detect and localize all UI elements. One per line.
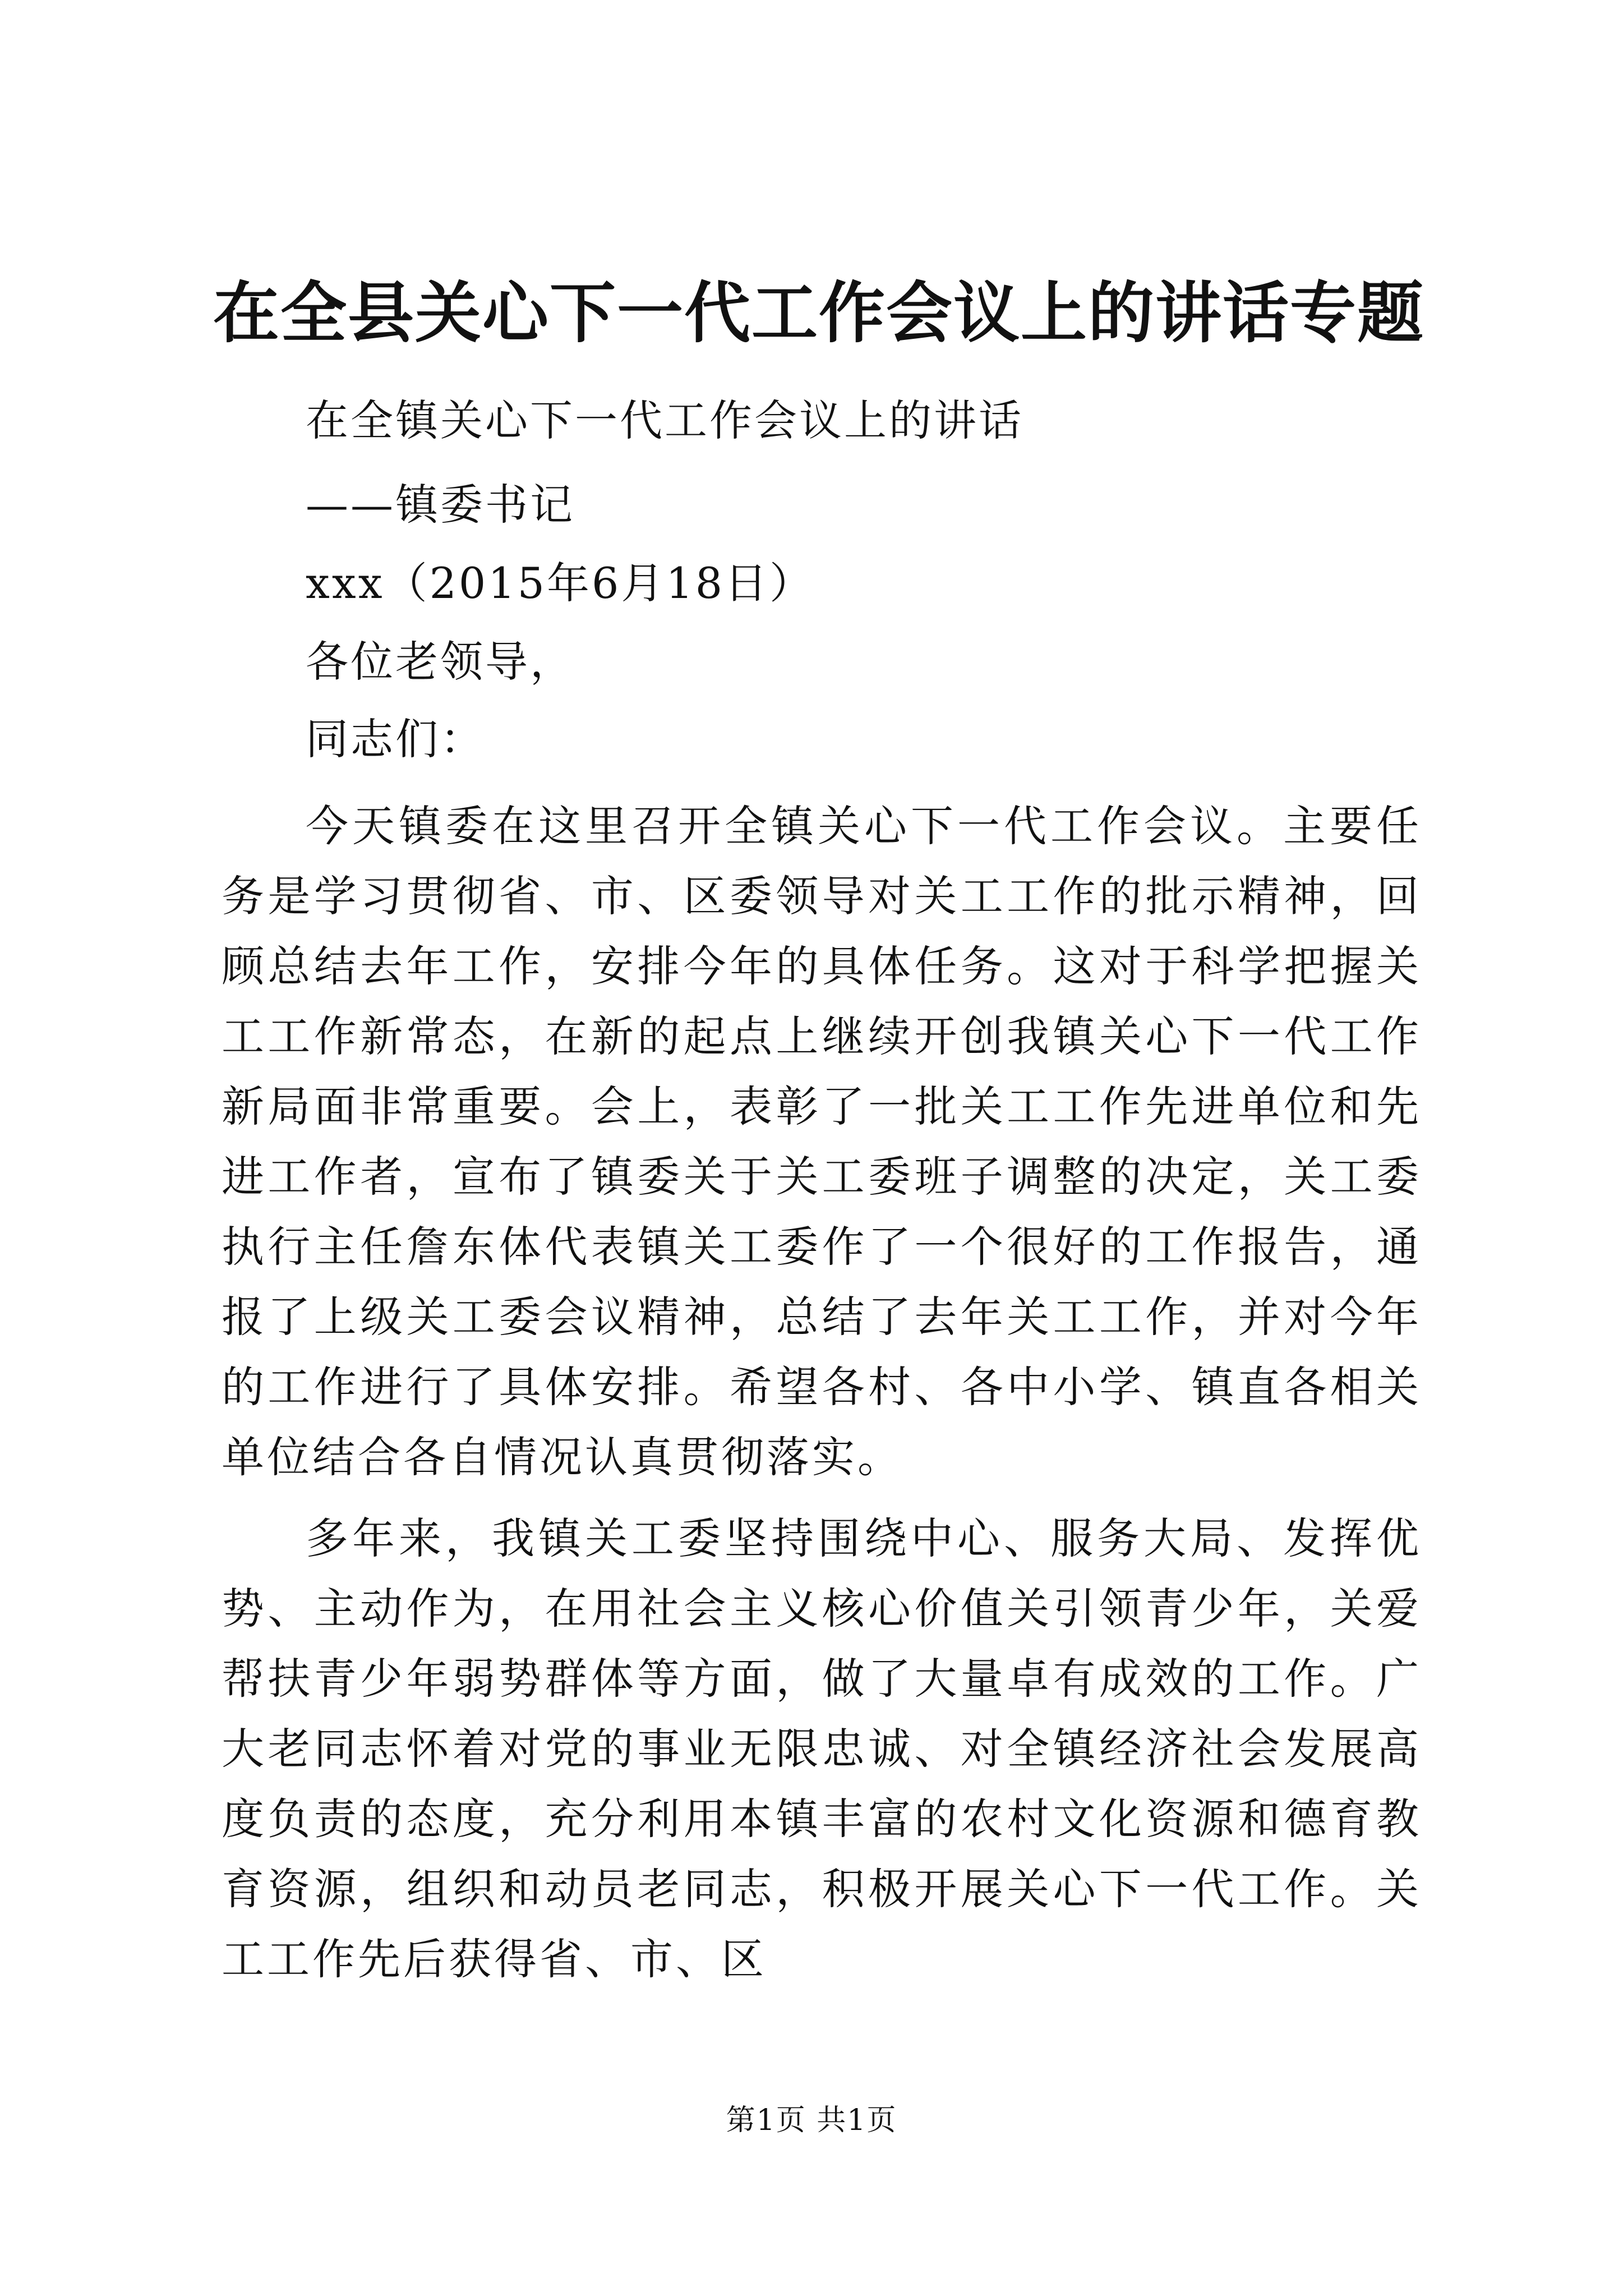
paragraph-2: 多年来，我镇关工委坚持围绕中心、服务大局、发挥优势、主动作为，在用社会主义核心价值关引领青少年，关爱帮扶青少年弱势群体等方面，做了大量卓有成效的工作。广大老同志怀着对党的事业无限忠诚、对全镇经济社会发展高度负责的态度，充分利用本镇丰富的农村文化资源和德育教育资源，组织和动员老同志，积极开展关心下一代工作。关工工作先后获得省、市、区 (222, 1513, 1422, 1984)
date-line: xxx（2015年6月18日） (306, 558, 815, 608)
salutation-leaders: 各位老领导， (306, 637, 575, 687)
paragraph-1: 今天镇委在这里召开全镇关心下一代工作会议。主要任务是学习贯彻省、市、区委领导对关工工作的批示精神，回顾总结去年工作，安排今年的具体任务。这对于科学把握关工工作新常态，在新的起点上继续开创我镇关心下一代工作新局面非常重要。会上，表彰了一批关工工作先进单位和先进工作者，宣布了镇委关于关工委班子调整的决定，关工委执行主任詹东体代表镇关工委作了一个很好的工作报告，通报了上级关工委会议精神，总结了去年关工工作，并对今年的工作进行了具体安排。希望各村、各中小学、镇直各相关单位结合各自情况认真贯彻落实。 (222, 801, 1422, 1482)
author-line: ——镇委书记 (306, 480, 575, 530)
salutation-comrades: 同志们： (306, 714, 485, 764)
speech-subtitle: 在全镇关心下一代工作会议上的讲话 (306, 395, 1023, 445)
page-footer: 第1页 共1页 (726, 2104, 897, 2137)
document-title: 在全县关心下一代工作会议上的讲话专题 (213, 274, 1425, 352)
